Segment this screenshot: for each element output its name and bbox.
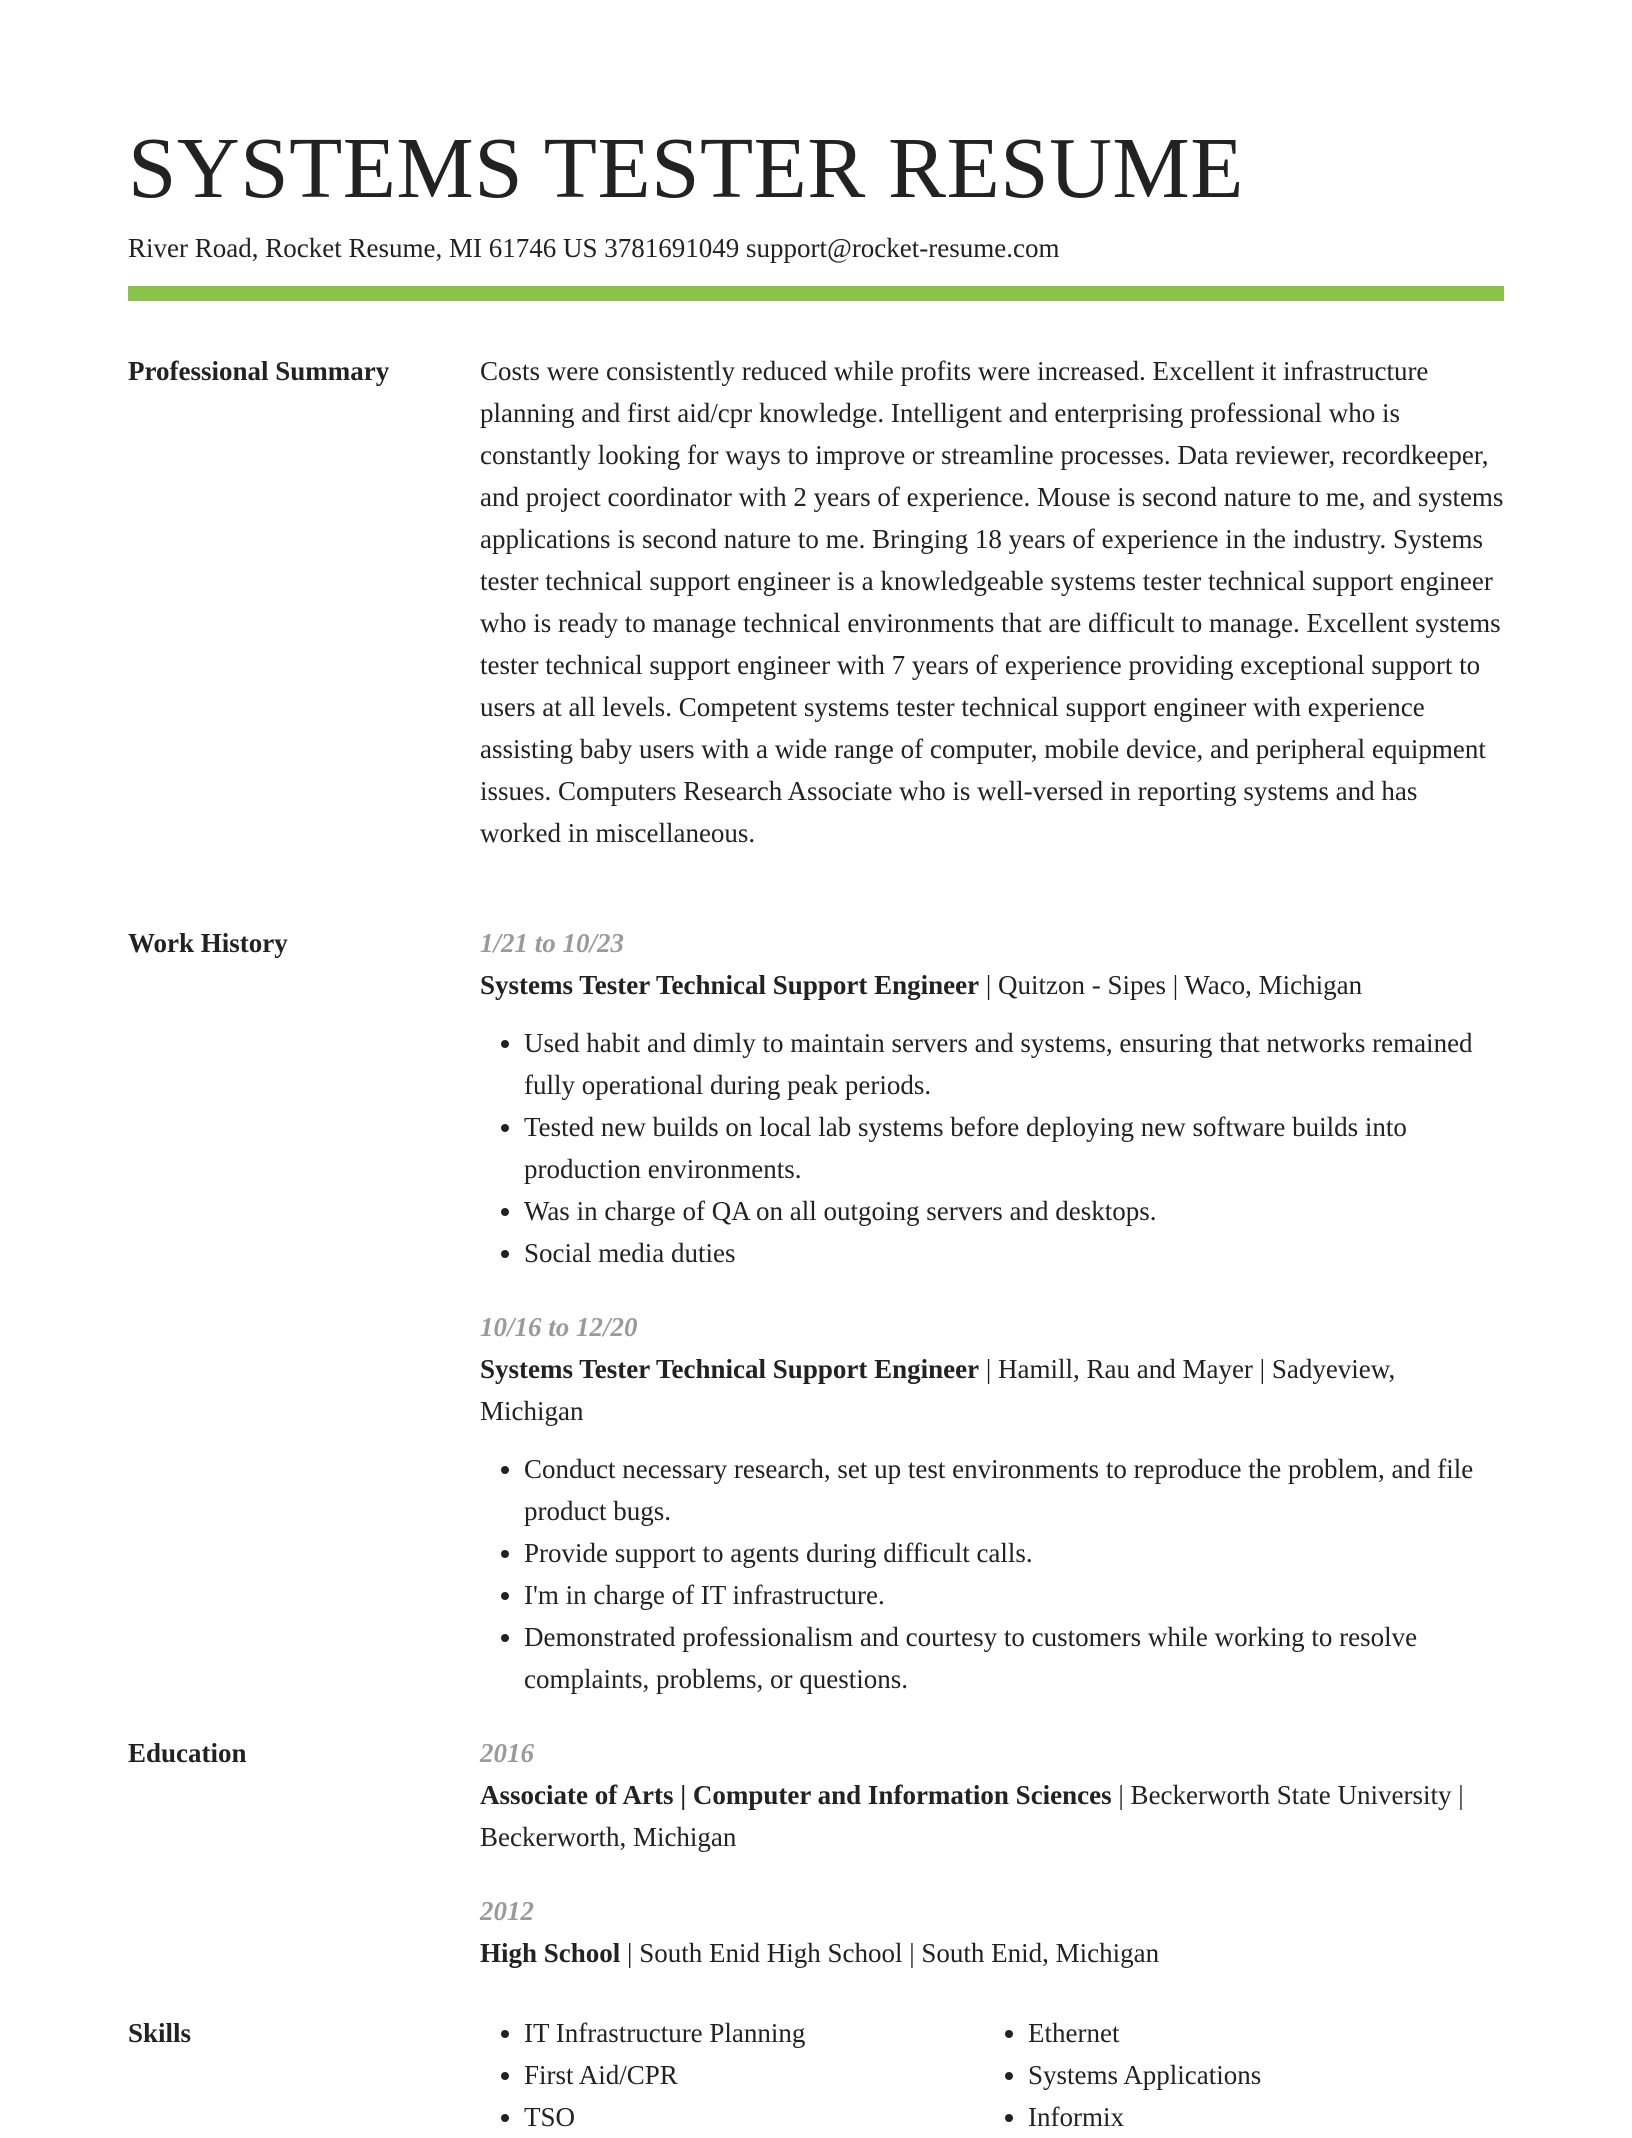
skills-list-left [480,2012,984,2138]
education-heading-line [480,1774,1504,1858]
job-title: Systems Tester Technical Support Engineer [480,970,980,1000]
education-year: 2016 [480,1738,534,1768]
education-details: | South Enid High School | South Enid, Michigan [620,1938,1160,1968]
skills-list-right [984,2012,1488,2138]
job-heading [480,1348,1504,1432]
summary-body [480,350,1504,854]
job-bullets [480,1448,1504,1700]
education-entry [480,1732,1504,1858]
job-bullet: • I'm in charge of IT infrastructure. [524,1574,1504,1616]
job-details: | Quitzon - Sipes | Waco, Michigan [979,970,1363,1000]
work-heading: Work History [128,928,288,958]
job-dates: 10/16 to 12/20 [480,1312,638,1342]
skill-item: • Informix [1028,2096,1488,2138]
skill-item: • Systems Applications [1028,2054,1488,2096]
skill-item: • IT Infrastructure Planning [524,2012,984,2054]
job-details: | Hamill, Rau and Mayer | Sadyeview, Michigan [480,1354,1396,1426]
skills-body [480,2012,1504,2138]
header-divider [128,286,1504,301]
job-heading [480,964,1504,1006]
skills-columns [480,2012,1504,2138]
education-heading: Education [128,1738,247,1768]
job-bullet: • Social media duties [524,1232,1504,1274]
job-entry [480,1306,1504,1700]
education-entry [480,1890,1504,1974]
job-dates: 1/21 to 10/23 [480,928,625,958]
job-bullet: • Demonstrated professionalism and courtesy to customers while working to resolve complaints, problems, or questions. [524,1616,1504,1700]
education-heading-line [480,1932,1504,1974]
job-bullets [480,1022,1504,1274]
job-entry [480,922,1504,1274]
job-bullet: • Was in charge of QA on all outgoing servers and desktops. [524,1190,1504,1232]
skill-item: • TSO [524,2096,984,2138]
job-bullet: • Provide support to agents during difficult calls. [524,1532,1504,1574]
skill-item: • Ethernet [1028,2012,1488,2054]
job-title: Systems Tester Technical Support Engineer [480,1354,980,1384]
education-year: 2012 [480,1896,534,1926]
education-body [480,1732,1504,1974]
summary-text: Costs were consistently reduced while profits were increased. Excellent it infrastructure planning and first aid/cpr knowledge. Intelligent and enterprising professional who is constantly looking for ways to improve or streamline processes. Data reviewer, recordkeeper, and project coordinator with 2 years of experience. Mouse is second nature to me, and systems applications is second nature to me. Bringing 18 years of experience in the industry. Systems tester technical support engineer is a knowledgeable systems tester technical support engineer who is ready to manage technical environments that are difficult to manage. Excellent systems tester technical support engineer with 7 years of experience providing exceptional support to users at all levels. Competent systems tester technical support engineer with experience assisting baby users with a wide range of computer, mobile device, and peripheral equipment issues. Computers Research Associate who is well-versed in reporting systems and has worked in miscellaneous. [480,356,1504,848]
job-bullet: • Conduct necessary research, set up test environments to reproduce the problem, and file product bugs. [524,1448,1504,1532]
education-degree: High School [480,1938,621,1968]
contact-line: River Road, Rocket Resume, MI 61746 US 3781691049 support@rocket-resume.com [128,233,1060,263]
job-bullet: • Used habit and dimly to maintain servers and systems, ensuring that networks remained fully operational during peak periods. [524,1022,1504,1106]
education-degree: Associate of Arts | Computer and Information Sciences [480,1780,1112,1810]
education-details: | Beckerworth State University | Beckerworth, Michigan [480,1780,1464,1852]
job-bullet: • Tested new builds on local lab systems before deploying new software builds into production environments. [524,1106,1504,1190]
skill-item: • First Aid/CPR [524,2054,984,2096]
skills-heading: Skills [128,2018,192,2048]
work-body [480,922,1504,1700]
summary-heading: Professional Summary [128,356,390,386]
resume-title: SYSTEMS TESTER RESUME [128,119,1244,216]
